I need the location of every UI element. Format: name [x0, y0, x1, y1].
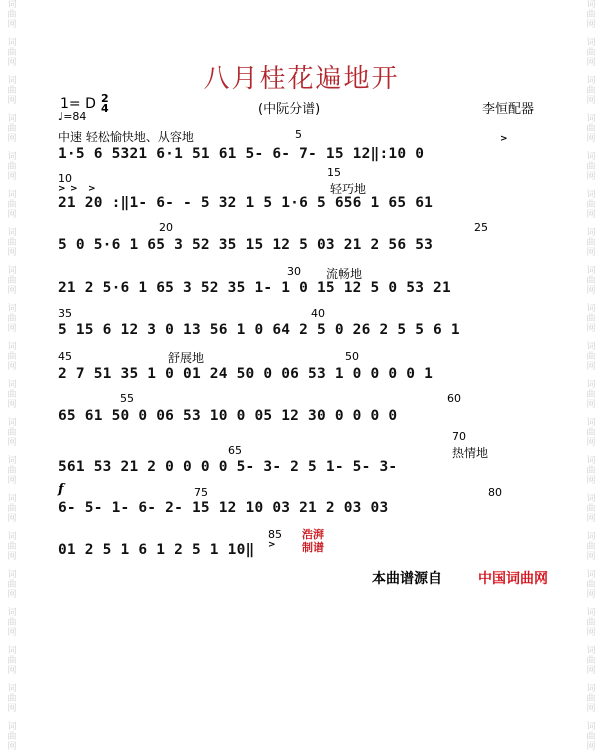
watermark-char: 网 [586, 742, 596, 752]
watermark-char: 词 [7, 228, 17, 238]
watermark-char: 曲 [7, 428, 17, 438]
watermark-char: 词 [7, 38, 17, 48]
watermark-char: 网 [7, 476, 17, 486]
score-subtitle: (中阮分谱) [258, 102, 321, 117]
watermark-char: 词 [7, 304, 17, 314]
watermark-char: 词 [586, 228, 596, 238]
watermark-char: 词 [586, 342, 596, 352]
watermark-char: 网 [7, 324, 17, 334]
watermark-char: 网 [586, 172, 596, 182]
accent-mark: > [88, 184, 96, 194]
source-label: 本曲谱源自 [372, 571, 442, 587]
watermark-char: 词 [586, 684, 596, 694]
watermark-char: 网 [7, 134, 17, 144]
watermark-char: 网 [7, 58, 17, 68]
measure-number: 15 [327, 166, 341, 179]
watermark-char: 词 [586, 190, 596, 200]
watermark-char: 网 [7, 210, 17, 220]
watermark-char: 词 [7, 532, 17, 542]
watermark-char: 曲 [7, 314, 17, 324]
watermark-char: 网 [7, 286, 17, 296]
watermark-char: 词 [7, 380, 17, 390]
watermark-char: 词 [586, 456, 596, 466]
watermark-char: 曲 [7, 276, 17, 286]
watermark-char: 词 [7, 646, 17, 656]
watermark-char: 曲 [586, 732, 596, 742]
watermark-char: 曲 [7, 732, 17, 742]
watermark-char: 曲 [7, 352, 17, 362]
measure-number: 70 [452, 430, 466, 443]
watermark-char: 词 [7, 494, 17, 504]
watermark-char: 词 [7, 266, 17, 276]
notation-row: 561 53 21 2 0 0 0 0 5- 3- 2 5 1- 5- 3- [58, 459, 398, 475]
watermark-char: 词 [7, 114, 17, 124]
site-link[interactable]: 中国词曲网 [478, 571, 548, 587]
notation-row: 21 2 5·6 1 65 3 52 35 1- 1 0 15 12 5 0 53 21 [58, 280, 451, 296]
watermark-char: 曲 [586, 694, 596, 704]
watermark-char: 网 [7, 96, 17, 106]
watermark-char: 词 [7, 722, 17, 732]
watermark-char: 曲 [7, 48, 17, 58]
watermark-char: 曲 [586, 314, 596, 324]
watermark-char: 网 [586, 58, 596, 68]
measure-number: 80 [488, 486, 502, 499]
watermark-char: 曲 [586, 618, 596, 628]
watermark-char: 曲 [7, 124, 17, 134]
measure-number: 85 [268, 528, 282, 541]
watermark-char: 网 [7, 172, 17, 182]
watermark-char: 词 [7, 152, 17, 162]
watermark-char: 网 [586, 666, 596, 676]
watermark-char: 网 [586, 628, 596, 638]
watermark-char: 词 [586, 76, 596, 86]
watermark-char: 曲 [7, 86, 17, 96]
watermark-char: 网 [7, 248, 17, 258]
watermark-char: 网 [7, 590, 17, 600]
notation-row: 5 15 6 12 3 0 13 56 1 0 64 2 5 0 26 2 5 5 6 1 [58, 322, 460, 338]
watermark-char: 曲 [7, 238, 17, 248]
accent-mark: > [500, 134, 508, 144]
accent-mark: > [58, 184, 66, 194]
watermark-char: 词 [586, 304, 596, 314]
watermark-char: 词 [586, 0, 596, 10]
watermark-char: 曲 [7, 542, 17, 552]
watermark-char: 曲 [586, 10, 596, 20]
notation-row: 1·5 6 5321 6·1 51 61 5- 6- 7- 15 12‖:10 0 [58, 146, 425, 162]
measure-number: 65 [228, 444, 242, 457]
tempo-mark: ♩=84 [58, 110, 87, 123]
watermark-char: 曲 [586, 466, 596, 476]
watermark-char: 网 [7, 742, 17, 752]
watermark-char: 曲 [586, 276, 596, 286]
arranger-credit: 李恒配器 [482, 102, 535, 117]
watermark-char: 曲 [7, 694, 17, 704]
watermark-char: 曲 [586, 200, 596, 210]
watermark-char: 曲 [7, 162, 17, 172]
stamp-line: 制谱 [302, 541, 324, 554]
watermark-char: 词 [586, 114, 596, 124]
watermark-char: 网 [7, 20, 17, 30]
watermark-char: 网 [7, 552, 17, 562]
watermark-char: 网 [586, 476, 596, 486]
watermark-char: 曲 [586, 542, 596, 552]
watermark-char: 曲 [586, 504, 596, 514]
measure-number: 5 [295, 128, 302, 141]
watermark-char: 网 [7, 628, 17, 638]
watermark-char: 词 [7, 684, 17, 694]
watermark-char: 曲 [586, 162, 596, 172]
time-signature [101, 94, 109, 114]
watermark-char: 词 [586, 418, 596, 428]
watermark-char: 词 [7, 456, 17, 466]
measure-number: 35 [58, 307, 72, 320]
forte-dynamic: f [58, 482, 64, 497]
watermark-char: 词 [586, 266, 596, 276]
watermark-char: 网 [7, 438, 17, 448]
watermark-char: 曲 [7, 656, 17, 666]
expression-mark: 中速 轻松愉快地、从容地 [58, 130, 194, 144]
key-signature: 1= D [60, 96, 96, 112]
watermark-char: 网 [586, 20, 596, 30]
notation-row: 5 0 5·6 1 65 3 52 35 15 12 5 03 21 2 56 53 [58, 237, 434, 253]
watermark-char: 词 [586, 570, 596, 580]
measure-number: 20 [159, 221, 173, 234]
measure-number: 55 [120, 392, 134, 405]
watermark-char: 曲 [586, 238, 596, 248]
watermark-char: 曲 [586, 580, 596, 590]
watermark-char: 网 [586, 514, 596, 524]
watermark-char: 网 [586, 400, 596, 410]
expression-mark: 热情地 [452, 446, 489, 460]
notation-row: 6- 5- 1- 6- 2- 15 12 10 03 21 2 03 03 [58, 500, 389, 516]
measure-number: 60 [447, 392, 461, 405]
watermark-char: 词 [586, 152, 596, 162]
accent-mark: > [70, 184, 78, 194]
watermark-char: 网 [7, 704, 17, 714]
watermark-char: 曲 [586, 124, 596, 134]
watermark-char: 曲 [586, 86, 596, 96]
accent-mark: > [268, 540, 276, 550]
watermark-char: 曲 [7, 10, 17, 20]
watermark-char: 曲 [586, 428, 596, 438]
watermark-char: 曲 [586, 352, 596, 362]
watermark-char: 网 [7, 362, 17, 372]
score-title: 八月桂花遍地开 [203, 64, 400, 94]
watermark-char: 词 [586, 38, 596, 48]
watermark-char: 网 [586, 362, 596, 372]
watermark-char: 词 [7, 608, 17, 618]
watermark-char: 网 [586, 704, 596, 714]
watermark-char: 词 [7, 570, 17, 580]
measure-number: 50 [345, 350, 359, 363]
watermark-char: 词 [7, 342, 17, 352]
watermark-char: 词 [7, 0, 17, 10]
watermark-char: 网 [586, 324, 596, 334]
expression-mark: 流畅地 [326, 267, 363, 281]
time-signature-top: 2 [101, 92, 109, 105]
measure-number: 75 [194, 486, 208, 499]
expression-mark: 轻巧地 [330, 182, 367, 196]
watermark-char: 曲 [7, 466, 17, 476]
watermark-char: 词 [586, 494, 596, 504]
watermark-char: 网 [7, 400, 17, 410]
time-signature-bottom: 4 [101, 102, 109, 115]
watermark-char: 词 [7, 76, 17, 86]
measure-number: 25 [474, 221, 488, 234]
notation-row: 65 61 50 0 06 53 10 0 05 12 30 0 0 0 0 [58, 408, 398, 424]
measure-number: 40 [311, 307, 325, 320]
watermark-char: 曲 [586, 390, 596, 400]
watermark-char: 词 [586, 380, 596, 390]
watermark-char: 曲 [7, 200, 17, 210]
watermark-char: 网 [586, 438, 596, 448]
watermark-char: 网 [586, 286, 596, 296]
watermark-char: 网 [586, 210, 596, 220]
watermark-char: 曲 [586, 656, 596, 666]
watermark-char: 曲 [7, 390, 17, 400]
watermark-char: 网 [7, 666, 17, 676]
notation-row: 01 2 5 1 6 1 2 5 1 10‖ [58, 542, 255, 558]
measure-number: 30 [287, 265, 301, 278]
watermark-char: 词 [7, 190, 17, 200]
expression-mark: 舒展地 [168, 351, 205, 365]
notation-row: 2 7 51 35 1 0 01 24 50 0 06 53 1 0 0 0 0 1 [58, 366, 434, 382]
watermark-char: 曲 [7, 504, 17, 514]
notation-row: 21 20 :‖1- 6- - 5 32 1 5 1·6 5 656 1 65 61 [58, 195, 434, 211]
measure-number: 45 [58, 350, 72, 363]
watermark-char: 曲 [7, 580, 17, 590]
stamp-line: 浩湃 [302, 528, 324, 541]
watermark-char: 词 [586, 532, 596, 542]
watermark-char: 网 [586, 248, 596, 258]
watermark-char: 网 [586, 96, 596, 106]
watermark-char: 网 [586, 590, 596, 600]
watermark-char: 曲 [586, 48, 596, 58]
watermark-char: 词 [586, 608, 596, 618]
watermark-char: 网 [586, 552, 596, 562]
watermark-char: 曲 [7, 618, 17, 628]
watermark-char: 网 [586, 134, 596, 144]
watermark-char: 词 [586, 722, 596, 732]
measure-number: 10 [58, 172, 72, 185]
watermark-char: 词 [7, 418, 17, 428]
watermark-char: 网 [7, 514, 17, 524]
copyist-stamp [302, 528, 324, 554]
watermark-char: 词 [586, 646, 596, 656]
